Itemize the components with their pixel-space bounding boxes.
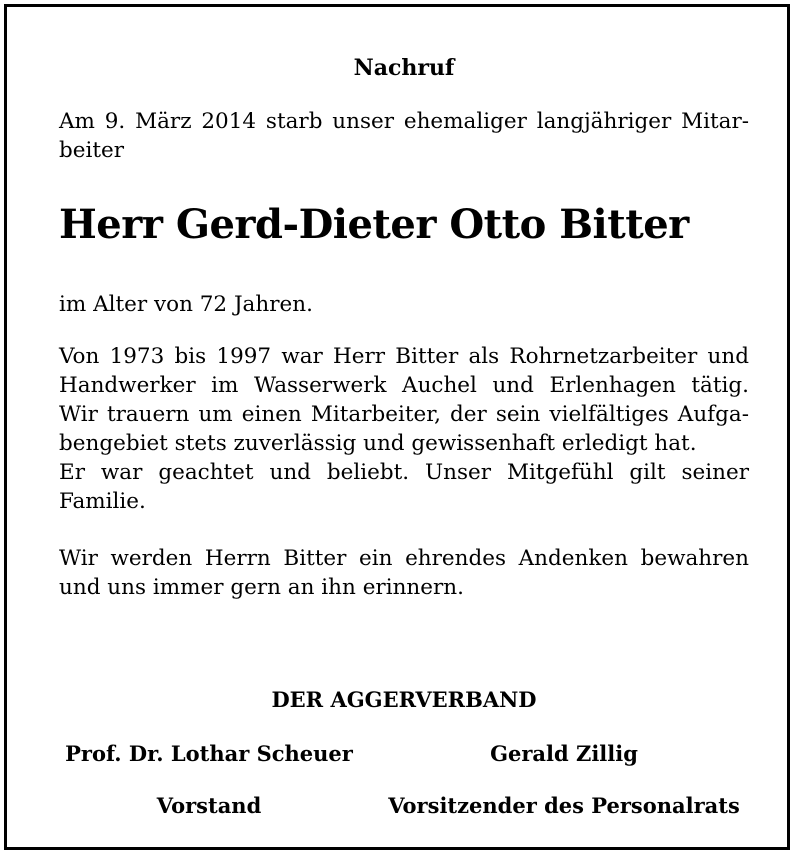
- body-paragraph: [59, 342, 749, 516]
- signatory-role: Vorstand: [156, 793, 262, 818]
- intro-line: Am 9. März 2014 starb unser ehemaliger langjähriger Mitar-: [59, 109, 749, 134]
- body-line: Er war geachtet und beliebt. Unser Mitgefühl gilt seiner: [59, 460, 749, 485]
- signatory-name: Gerald Zillig: [490, 741, 638, 766]
- notice-heading: Nachruf: [353, 55, 455, 81]
- body-line: Von 1973 bis 1997 war Herr Bitter als Rohrnetzarbeiter und: [59, 344, 749, 369]
- body-line: Familie.: [59, 489, 146, 514]
- closing-line: und uns immer gern an ihn erinnern.: [59, 575, 464, 600]
- notice-frame: [4, 4, 790, 850]
- closing-line: Wir werden Herrn Bitter ein ehrendes Andenken bewahren: [59, 546, 749, 571]
- intro-line: beiter: [59, 138, 125, 163]
- deceased-name: Herr Gerd-Dieter Otto Bitter: [59, 201, 689, 248]
- age-line: im Alter von 72 Jahren.: [59, 292, 313, 317]
- body-line: Handwerker im Wasserwerk Auchel und Erlenhagen tätig.: [59, 373, 749, 398]
- signatory-role: Vorsitzender des Personalrats: [388, 793, 740, 818]
- body-line: bengebiet stets zuverlässig und gewissenhaft erledigt hat.: [59, 431, 697, 456]
- closing-paragraph: [59, 544, 749, 602]
- body-line: Wir trauern um einen Mitarbeiter, der sein vielfältiges Aufga-: [59, 402, 749, 427]
- signatory-name: Prof. Dr. Lothar Scheuer: [65, 741, 353, 766]
- organization-name: DER AGGERVERBAND: [271, 687, 537, 712]
- intro-paragraph: [59, 107, 749, 165]
